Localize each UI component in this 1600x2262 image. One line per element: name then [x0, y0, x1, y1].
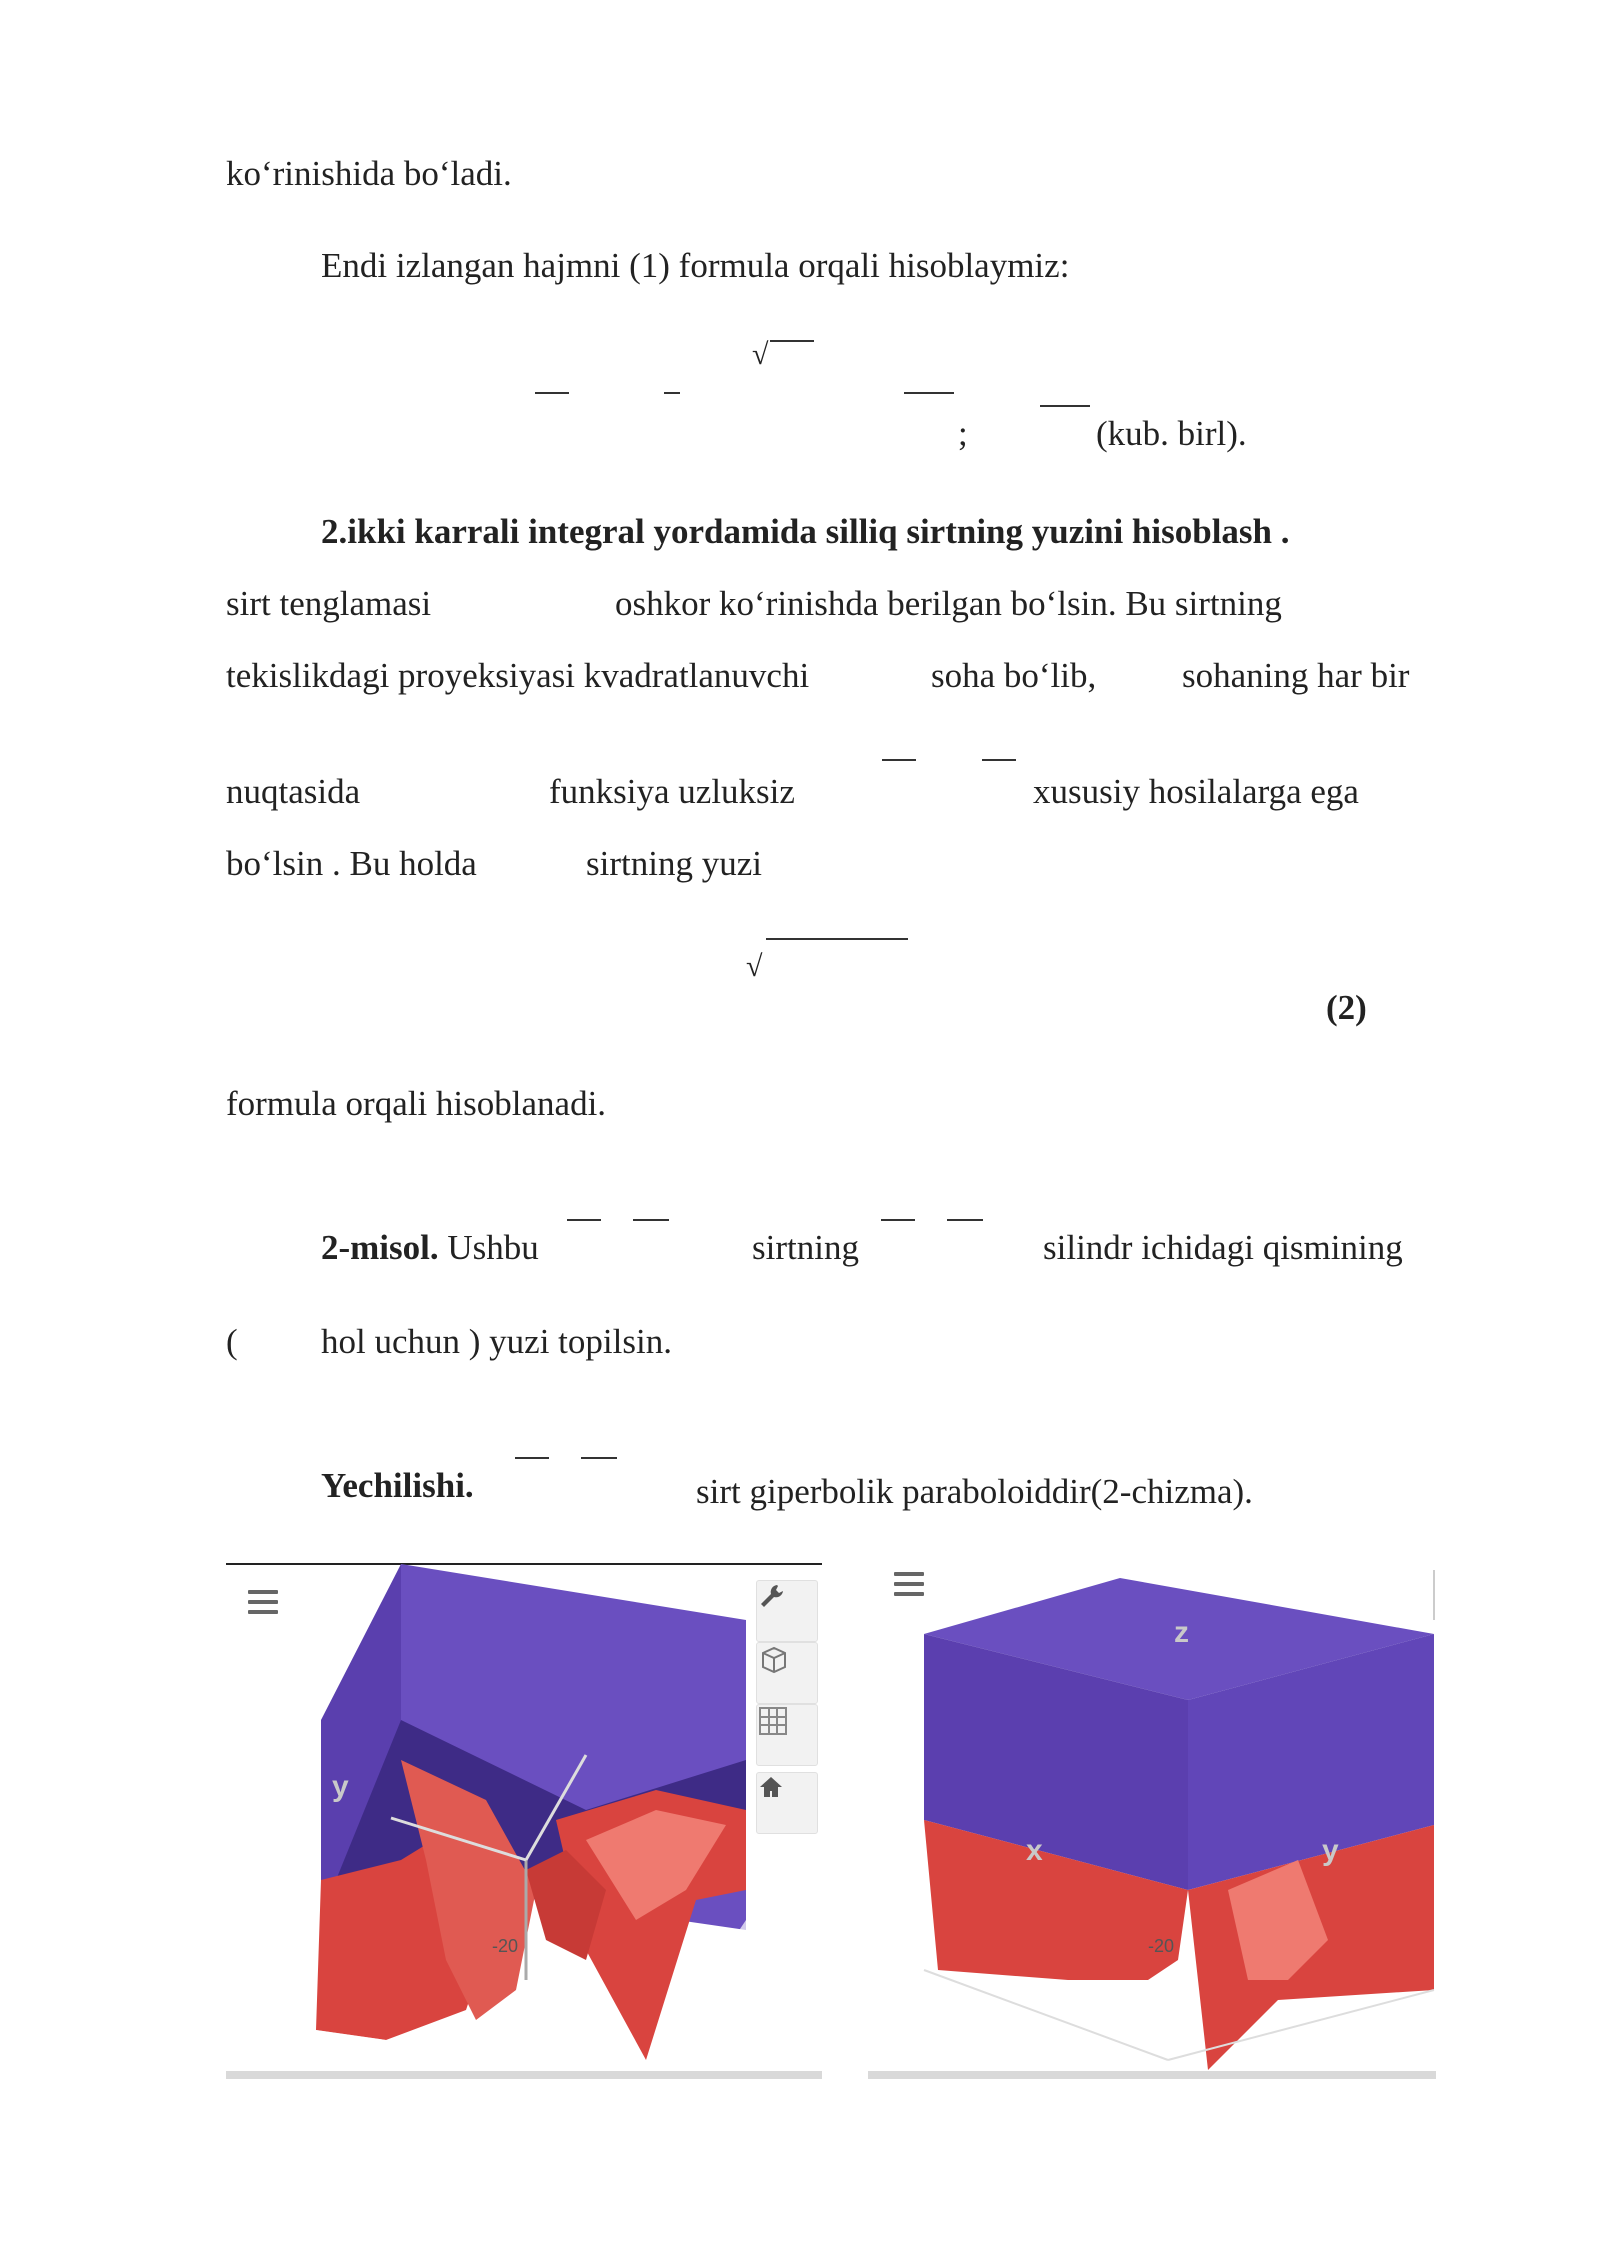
text-line: nuqtasida — [226, 772, 361, 811]
text-line: sirtning — [752, 1228, 859, 1267]
axis-label-y: y — [332, 1770, 349, 1803]
text-line: ko‘rinishida bo‘ladi. — [226, 154, 512, 193]
text-line: silindr ichidagi qismining — [1043, 1228, 1403, 1267]
axis-label-z: z — [1174, 1616, 1189, 1649]
formula-unit: (kub. birl). — [1096, 414, 1247, 453]
formula-semicolon: ; — [958, 414, 968, 453]
text-line: hol uchun ) yuzi topilsin. — [321, 1322, 672, 1361]
text-line: sohaning har bir — [1182, 656, 1410, 695]
section-heading: 2.ikki karrali integral yordamida silliq sirtning yuzini hisoblash . — [321, 512, 1290, 551]
text-line: sirtning yuzi — [586, 844, 762, 883]
text-line: formula orqali hisoblanadi. — [226, 1084, 607, 1123]
grid-icon[interactable] — [756, 1704, 818, 1766]
menu-icon[interactable] — [894, 1572, 924, 1596]
wrench-icon[interactable] — [756, 1580, 818, 1642]
axis-label-y: y — [1322, 1834, 1339, 1867]
menu-icon[interactable] — [248, 1590, 278, 1614]
plot-canvas[interactable] — [226, 1560, 822, 2090]
cube-icon[interactable] — [756, 1642, 818, 1704]
text-line: ( — [226, 1322, 238, 1361]
axis-label-x: x — [1026, 1834, 1043, 1867]
text-line: soha bo‘lib, — [931, 656, 1097, 695]
plot-canvas[interactable] — [868, 1560, 1436, 2090]
text-line: tekislikdagi proyeksiyasi kvadratlanuvchi — [226, 656, 810, 695]
figure-3d-plot-right[interactable] — [868, 1560, 1436, 2090]
text-line: funksiya uzluksiz — [549, 772, 795, 811]
figure-3d-plot-left[interactable] — [226, 1560, 822, 2090]
solution-label: Yechilishi. — [321, 1466, 474, 1505]
text-line: Endi izlangan hajmni (1) formula orqali hisoblaymiz: — [321, 246, 1070, 285]
text-line: Ushbu — [447, 1228, 539, 1267]
tick-label: -20 — [1148, 1936, 1175, 1956]
tick-label: -20 — [492, 1936, 519, 1956]
example-label: 2-misol. — [321, 1228, 439, 1267]
text-line: bo‘lsin . Bu holda — [226, 844, 477, 883]
equation-number: (2) — [1326, 988, 1367, 1027]
text-line: sirt giperbolik paraboloiddir(2-chizma). — [696, 1472, 1253, 1511]
home-icon[interactable] — [756, 1772, 818, 1834]
text-line: xususiy hosilalarga ega — [1033, 772, 1359, 811]
text-line: sirt tenglamasi — [226, 584, 432, 623]
text-line: oshkor ko‘rinishda berilgan bo‘lsin. Bu sirtning — [615, 584, 1282, 623]
